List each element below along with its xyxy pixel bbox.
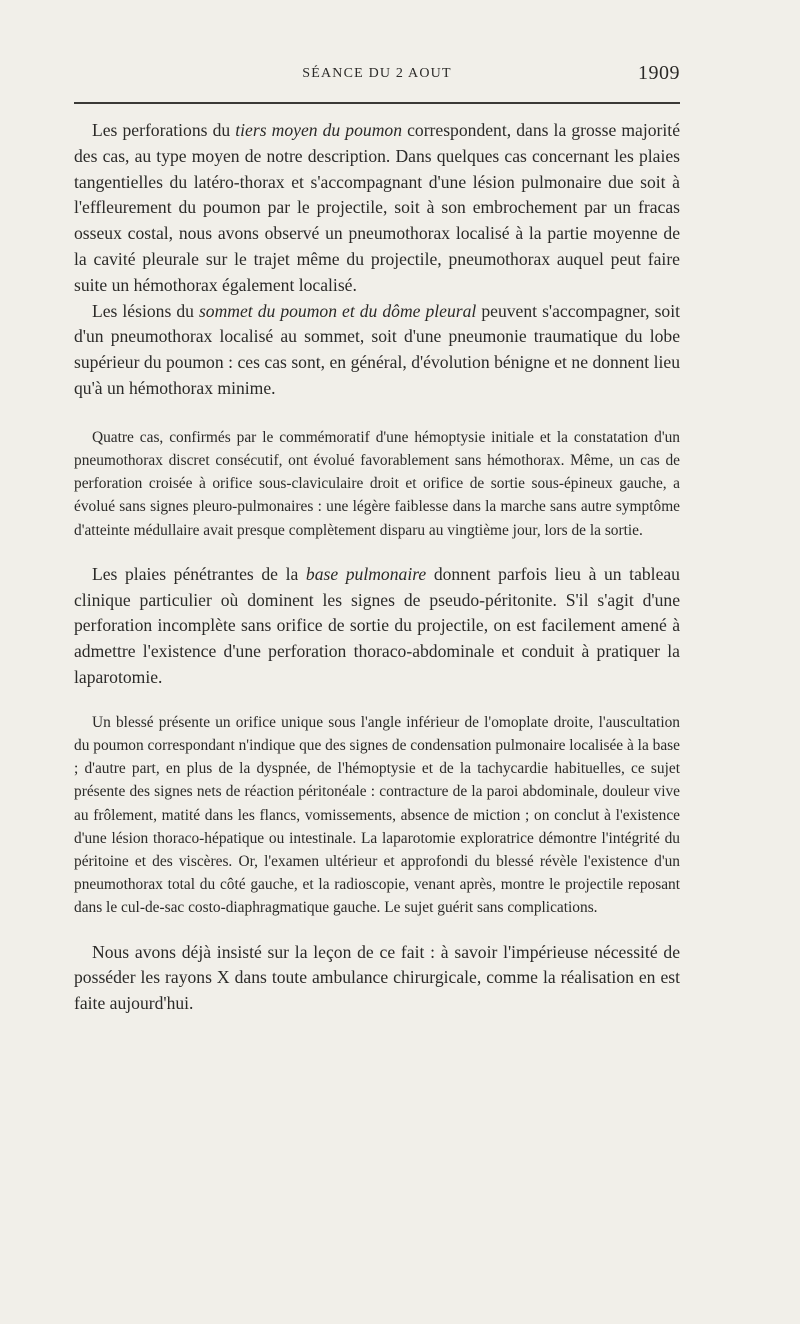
running-head: SÉANCE DU 2 AOUT <box>302 66 452 81</box>
page-number: 1909 <box>638 62 680 84</box>
text-run: Les plaies pénétrantes de la <box>92 563 306 584</box>
text-run: donnent parfois lieu à un tableau clinique particulier où dominent les signes de pseudo-péritonite. S'il s'agit d'une perforation incomplète sans orifice de sortie du projectile, on est facilement amené à admettre l'existence d'une perforation thoraco-abdominale et conduit à pratiquer la laparotomie. <box>74 563 680 687</box>
paragraph-quatre-cas: Quatre cas, confirmés par le commémoratif d'une hémoptysie initiale et la constatation d'un pneumothorax discret consécutif, ont évolué favorablement sans hémothorax. Même, un cas de perforation croisée à orifice sous-claviculaire droit et orifice de sortie sous-épineux gauche, a évolué sans signes pleuro-pulmonaires : une légère faiblesse dans la marche sans autre symptôme d'atteinte médullaire avait presque complètement disparu au vingtième jour, lors de la sortie. <box>74 428 680 539</box>
text-run: Les perforations du <box>92 120 236 140</box>
text-run: peuvent s'accompagner, soit d'un pneumothorax localisé au sommet, soit d'une pneumonie traumatique du lobe supérieur du poumon : ces cas sont, en général, d'évolution bénigne et ne donnent lieu qu'à un hémothorax minime. <box>74 300 680 398</box>
header-rule <box>74 102 680 104</box>
paragraph-base-pulmonaire <box>74 562 680 691</box>
page-header <box>74 62 680 92</box>
paragraph-case-report: Un blessé présente un orifice unique sous l'angle inférieur de l'omoplate droite, l'auscultation du poumon correspondant n'indique que des signes de condensation pulmonaire localisée à la base ; d'autre part, en plus de la dyspnée, de l'hémoptysie et de la tachycardie habituelles, ce sujet présente des signes nets de réaction péritonéale : contracture de la paroi abdominale, douleur vive au frôlement, matité dans les flancs, vomissements, absence de miction ; on conclut à l'existence d'une lésion thoraco-hépatique ou intestinale. La laparotomie exploratrice démontre l'intégrité du péritoine et des viscères. Or, l'examen ultérieur et approfondi du blessé révèle l'existence d'un pneumothorax total du côté gauche, et la radioscopie, venant après, montre le projectile reposant dans le cul-de-sac costo-diaphragmatique gauche. Le sujet guérit sans complications. <box>74 713 680 917</box>
italic-term: base pulmonaire <box>305 563 427 584</box>
italic-term: tiers moyen du poumon <box>235 120 402 140</box>
paragraph-tiers-moyen <box>74 118 680 299</box>
page-body <box>74 118 680 1017</box>
paragraph-conclusion: Nous avons déjà insisté sur la leçon de ce fait : à savoir l'impérieuse nécessité de posséder les rayons X dans toute ambulance chirurgicale, comme la réalisation en est faite aujourd'hui. <box>74 941 680 1014</box>
text-run: correspondent, dans la grosse majorité des cas, au type moyen de notre description. Dans quelques cas concernant les plaies tangentielles du latéro-thorax et s'accompagnant d'une lésion pulmonaire due soit à l'effleurement du poumon par le projectile, soit à son embrochement par un fracas osseux costal, nous avons observé un pneumothorax localisé à la partie moyenne de la cavité pleurale sur le trajet même du projectile, pneumothorax auquel peut faire suite un hémothorax également localisé. <box>74 120 680 295</box>
paragraph-sommet <box>74 299 680 402</box>
text-run: Les lésions du <box>92 300 199 321</box>
italic-term: sommet du poumon et du dôme pleural <box>198 300 477 321</box>
